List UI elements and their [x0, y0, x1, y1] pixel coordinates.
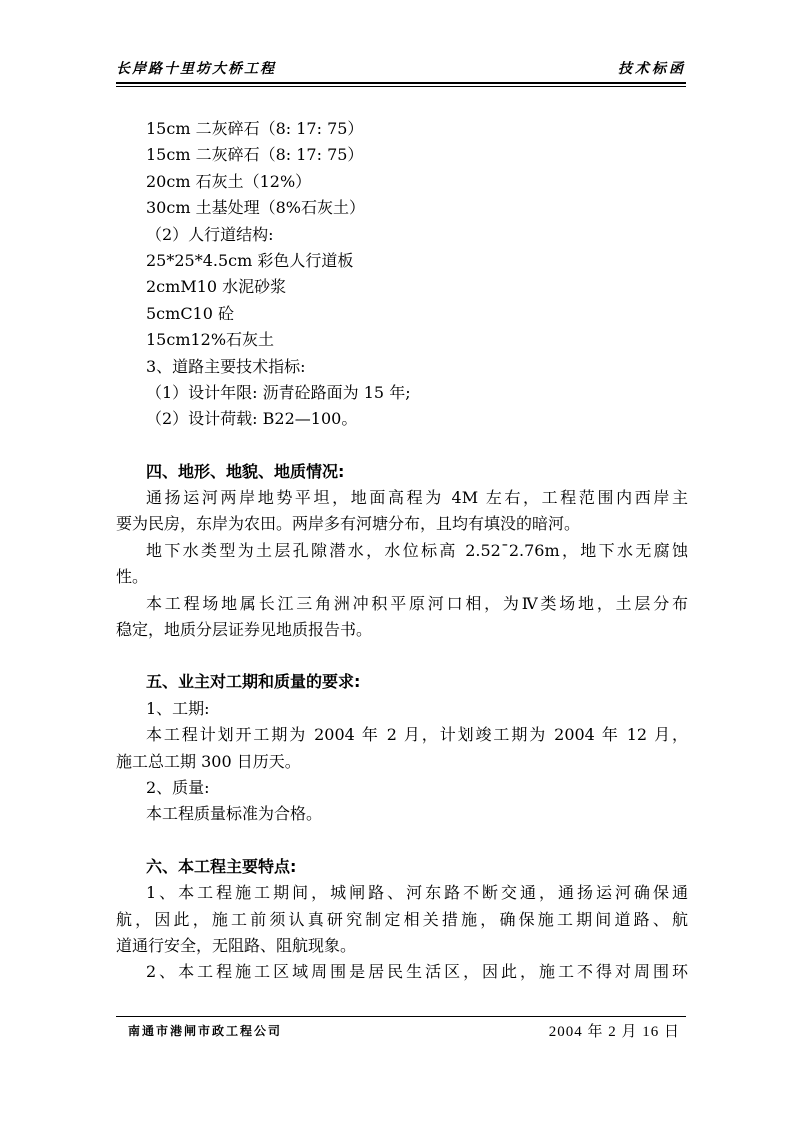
spec-line: 2cmM10 水泥砂浆: [146, 277, 287, 297]
paragraph-line: 通扬运河两岸地势平坦，地面高程为 4M 左右，工程范围内西岸主: [146, 488, 688, 508]
section-heading: 五、业主对工期和质量的要求:: [146, 672, 361, 692]
spec-line: （2）设计荷载: B22—100。: [146, 409, 358, 429]
spec-line: 5cmC10 砼: [146, 303, 235, 323]
paragraph-line: 航，因此，施工前须认真研究制定相关措施，确保施工期间道路、航: [116, 909, 688, 929]
header-doc-type: 技术标函: [618, 61, 686, 77]
paragraph-line: 1、工期:: [146, 698, 210, 718]
section-heading: 四、地形、地貌、地质情况:: [146, 461, 345, 481]
spec-line: （1）设计年限: 沥青砼路面为 15 年;: [146, 382, 411, 402]
paragraph-line: 性。: [116, 567, 149, 587]
header-project-title: 长岸路十里坊大桥工程: [116, 61, 276, 77]
paragraph-line: 施工总工期 300 日历天。: [116, 751, 301, 771]
paragraph-line: 道通行安全，无阻路、阻航现象。: [116, 935, 357, 955]
section-heading: 六、本工程主要特点:: [146, 856, 297, 876]
spec-line: 3、道路主要技术指标:: [146, 356, 306, 376]
footer-rule: [116, 1016, 686, 1017]
paragraph-line: 本工程质量标准为合格。: [146, 804, 323, 824]
spec-line: 15cm 二灰碎石（8: 17: 75）: [146, 119, 364, 138]
spec-line: 20cm 石灰土（12%）: [146, 171, 312, 191]
footer-company: 南通市港闸市政工程公司: [128, 1024, 283, 1038]
paragraph-line: 稳定，地质分层证券见地质报告书。: [116, 620, 373, 640]
paragraph-line: 2、质量:: [146, 777, 210, 797]
paragraph-line: 1、本工程施工期间，城闸路、河东路不断交通，通扬运河确保通: [146, 883, 688, 903]
paragraph-line: 本工程计划开工期为 2004 年 2 月，计划竣工期为 2004 年 12 月，: [146, 725, 688, 745]
footer-date: 2004 年 2 月 16 日: [548, 1024, 680, 1040]
header-rule: [116, 82, 686, 84]
header-rule-thin: [116, 86, 686, 87]
spec-line: 15cm12%石灰土: [146, 330, 275, 350]
spec-line: 30cm 土基处理（8%石灰土）: [146, 198, 365, 218]
paragraph-line: 要为民房，东岸为农田。两岸多有河塘分布，且均有填没的暗河。: [116, 514, 581, 534]
document-body: [116, 116, 688, 986]
page-footer: [116, 1022, 686, 1042]
paragraph-line: 本工程场地属长江三角洲冲积平原河口相，为Ⅳ类场地，土层分布: [146, 593, 688, 613]
paragraph-line: 2、本工程施工区域周围是居民生活区，因此，施工不得对周围环: [146, 962, 688, 982]
spec-line: 15cm 二灰碎石（8: 17: 75）: [146, 145, 364, 165]
spec-line: 25*25*4.5cm 彩色人行道板: [146, 250, 354, 270]
page-header: [116, 58, 686, 80]
paragraph-line: 地下水类型为土层孔隙潜水，水位标高 2.52¯2.76m，地下水无腐蚀: [146, 540, 688, 560]
spec-line: （2）人行道结构:: [146, 224, 274, 244]
